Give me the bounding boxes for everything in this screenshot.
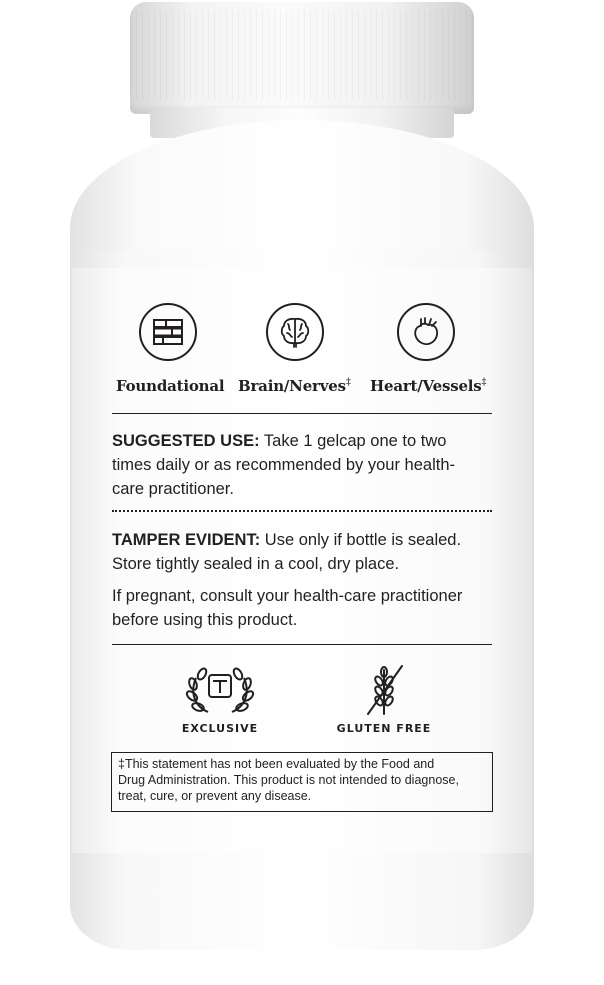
category-icons [0,303,604,363]
pregnancy-warning-text: If pregnant, consult your health-care practitioner before using this product. [112,587,463,629]
suggested-use-text: SUGGESTED USE: Take 1 gelcap one to two times daily or as recommended by your health- care practitioner. [112,432,455,498]
layers-icon [139,303,197,361]
category-label-heart-vessels: Heart/Vessels‡ [370,377,487,395]
divider-bottom [112,644,492,645]
brain-icon [266,303,324,361]
laurel-t-icon [180,662,260,718]
heart-icon [397,303,455,361]
tamper-evident-text: TAMPER EVIDENT: Use only if bottle is sealed. Store tightly sealed in a cool, dry place. [112,531,462,573]
suggested-use-heading: SUGGESTED USE: [112,432,260,450]
no-wheat-icon [354,662,414,718]
divider-top [112,413,492,414]
exclusive-badge [165,662,275,742]
tamper-evident-heading: TAMPER EVIDENT: [112,531,261,549]
gluten-free-label: GLUTEN FREE [336,722,432,735]
fda-disclaimer-box: ‡This statement has not been evaluated by the Food and Drug Administration. This product is not intended to diagnose, treat, cure, or prevent any disease. [111,752,493,812]
dotted-divider [112,510,492,512]
gluten-free-badge [329,662,439,742]
category-label-foundational: Foundational [116,377,225,395]
bottle-cap [130,2,474,114]
category-label-brain-nerves: Brain/Nerves‡ [238,377,351,395]
exclusive-label: EXCLUSIVE [181,722,259,735]
